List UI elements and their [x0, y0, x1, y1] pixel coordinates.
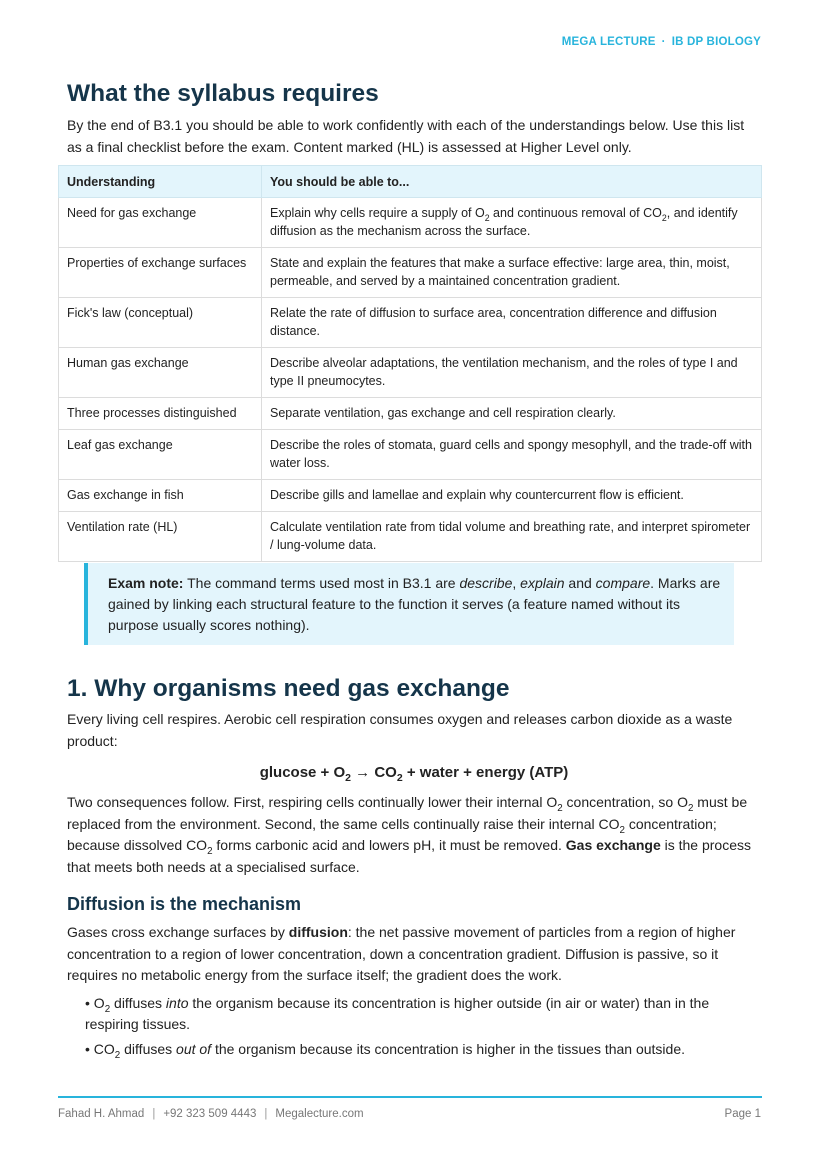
table-header-row [59, 166, 762, 198]
bullet-text: • O [85, 994, 105, 1011]
table-cell-understanding: Gas exchange in fish [59, 480, 262, 512]
table-cell-description: Describe alveolar adaptations, the ventilation mechanism, and the roles of type I and type II pneumocytes. [262, 348, 762, 398]
subscript: 2 [619, 824, 625, 836]
emphasis: into [165, 994, 189, 1011]
exam-note-text: , [512, 575, 521, 591]
bullet-text: • CO [85, 1040, 115, 1057]
para-text: : the net passive movement of particles from a region of higher concentration to a region of lower concentration, down a concentration gradient. Diffusion is passive, so it requires no metabolic energy from the surface itself; the gradient does the work. [67, 924, 736, 983]
syllabus-title: What the syllabus requires [67, 80, 379, 107]
subscript: 2 [484, 213, 490, 223]
diffusion-bullets [85, 993, 761, 1060]
syllabus-table [58, 165, 762, 562]
table-row [59, 248, 762, 298]
table-row [59, 348, 762, 398]
list-item [85, 993, 761, 1035]
command-term: describe [459, 575, 513, 591]
exam-note-callout [84, 563, 734, 645]
diffusion-subheading: Diffusion is the mechanism [67, 894, 302, 914]
subscript: 2 [345, 772, 351, 784]
cell-text: Explain why cells require a supply of O [270, 206, 485, 220]
table-row [59, 430, 762, 480]
subscript: 2 [104, 1003, 111, 1015]
bullet-text: the organism because its concentration is higher outside (in air or water) than in the respiring tissues. [85, 994, 710, 1032]
respiration-equation [67, 762, 761, 784]
table-cell-description: Describe the roles of stomata, guard cells and spongy mesophyll, and the trade-off with water loss. [262, 430, 762, 480]
section1-body [67, 709, 761, 1064]
bullet-text: diffuses [110, 994, 166, 1011]
table-row [59, 398, 762, 430]
bullet-text: the organism because its concentration is higher in the tissues than outside. [211, 1040, 686, 1057]
footer-separator: | [152, 1108, 156, 1120]
exam-note-text: and [564, 575, 596, 591]
bullet-text: diffuses [120, 1040, 177, 1057]
table-cell-understanding: Leaf gas exchange [59, 430, 262, 480]
footer-author: Fahad H. Ahmad [58, 1108, 145, 1120]
table-row [59, 480, 762, 512]
para-text: concentration, so O [562, 794, 688, 810]
para-text: must be replaced from the environment. Second, the same cells continually raise their internal CO [67, 794, 748, 832]
equation-text: → CO [351, 764, 397, 781]
bold-term: diffusion [288, 924, 348, 940]
footer-contact [58, 1108, 364, 1120]
footer-separator: | [264, 1108, 268, 1120]
equation-text: glucose + O [259, 764, 346, 781]
page-header [562, 36, 761, 48]
footer-divider [58, 1096, 762, 1098]
table-cell-understanding: Human gas exchange [59, 348, 262, 398]
table-cell-description: Describe gills and lamellae and explain why countercurrent flow is efficient. [262, 480, 762, 512]
table-header-understanding: Understanding [59, 166, 262, 198]
para-text: Gases cross exchange surfaces by [67, 924, 289, 940]
cell-text: and continuous removal of CO [489, 206, 662, 220]
table-cell-understanding: Three processes distinguished [59, 398, 262, 430]
subscript: 2 [396, 772, 403, 784]
para-text: forms carbonic acid and lowers pH, it must be removed. [212, 837, 566, 853]
table-cell-description: Relate the rate of diffusion to surface area, concentration difference and diffusion distance. [262, 298, 762, 348]
table-cell-understanding: Need for gas exchange [59, 198, 262, 248]
emphasis: out of [176, 1040, 212, 1057]
subscript: 2 [687, 803, 694, 814]
list-item [85, 1039, 761, 1060]
para-text: is the process that meets both needs at a specialised surface. [67, 837, 751, 875]
syllabus-section [67, 78, 761, 158]
footer-phone: +92 323 509 4443 [163, 1108, 257, 1120]
subscript: 2 [114, 1049, 121, 1061]
subscript: 2 [557, 803, 563, 814]
subscript: 2 [661, 213, 667, 223]
table-row [59, 298, 762, 348]
command-term: explain [520, 575, 565, 591]
bold-term: Gas exchange [565, 837, 661, 853]
table-cell-understanding: Properties of exchange surfaces [59, 248, 262, 298]
syllabus-intro: By the end of B3.1 you should be able to work confidently with each of the understandings below. Use this list as a final checklist before the exam. Content marked (HL) is assessed at Higher Level only. [67, 117, 745, 155]
section1-para2 [67, 792, 761, 878]
table-cell-description: Separate ventilation, gas exchange and cell respiration clearly. [262, 398, 762, 430]
header-brand: MEGA LECTURE [561, 36, 656, 48]
command-term: compare [595, 575, 651, 591]
para-text: Two consequences follow. First, respiring cells continually lower their internal O [67, 794, 558, 810]
header-course: IB DP BIOLOGY [671, 36, 761, 48]
table-header-able: You should be able to... [262, 166, 762, 198]
table-row [59, 198, 762, 248]
section1-para3 [67, 922, 761, 987]
cell-text: , and identify diffusion as the mechanism across the surface. [270, 206, 738, 238]
section1-title: 1. Why organisms need gas exchange [67, 675, 510, 702]
para-text: concentration; because dissolved CO [67, 815, 717, 853]
section1-para1: Every living cell respires. Aerobic cell respiration consumes oxygen and releases carbon dioxide as a waste product: [67, 711, 733, 749]
footer-site: Megalecture.com [275, 1108, 364, 1120]
page-number: Page 1 [724, 1108, 761, 1120]
table-cell-description [262, 198, 762, 248]
table-cell-understanding: Ventilation rate (HL) [59, 512, 262, 562]
subscript: 2 [207, 846, 213, 857]
exam-note-text: The command terms used most in B3.1 are [183, 575, 460, 591]
table-cell-description: State and explain the features that make a surface effective: large area, thin, moist, permeable, and served by a maintained concentration gradient. [262, 248, 762, 298]
header-separator: · [661, 36, 666, 48]
table-row [59, 512, 762, 562]
table-cell-understanding: Fick's law (conceptual) [59, 298, 262, 348]
table-cell-description: Calculate ventilation rate from tidal volume and breathing rate, and interpret spirometer / lung-volume data. [262, 512, 762, 562]
exam-note-label: Exam note: [108, 575, 184, 591]
equation-text: + water + energy (ATP) [402, 764, 569, 781]
exam-note-text: . Marks are gained by linking each structural feature to the function it serves (a feature named without its purpose usually scores nothing). [108, 575, 721, 633]
